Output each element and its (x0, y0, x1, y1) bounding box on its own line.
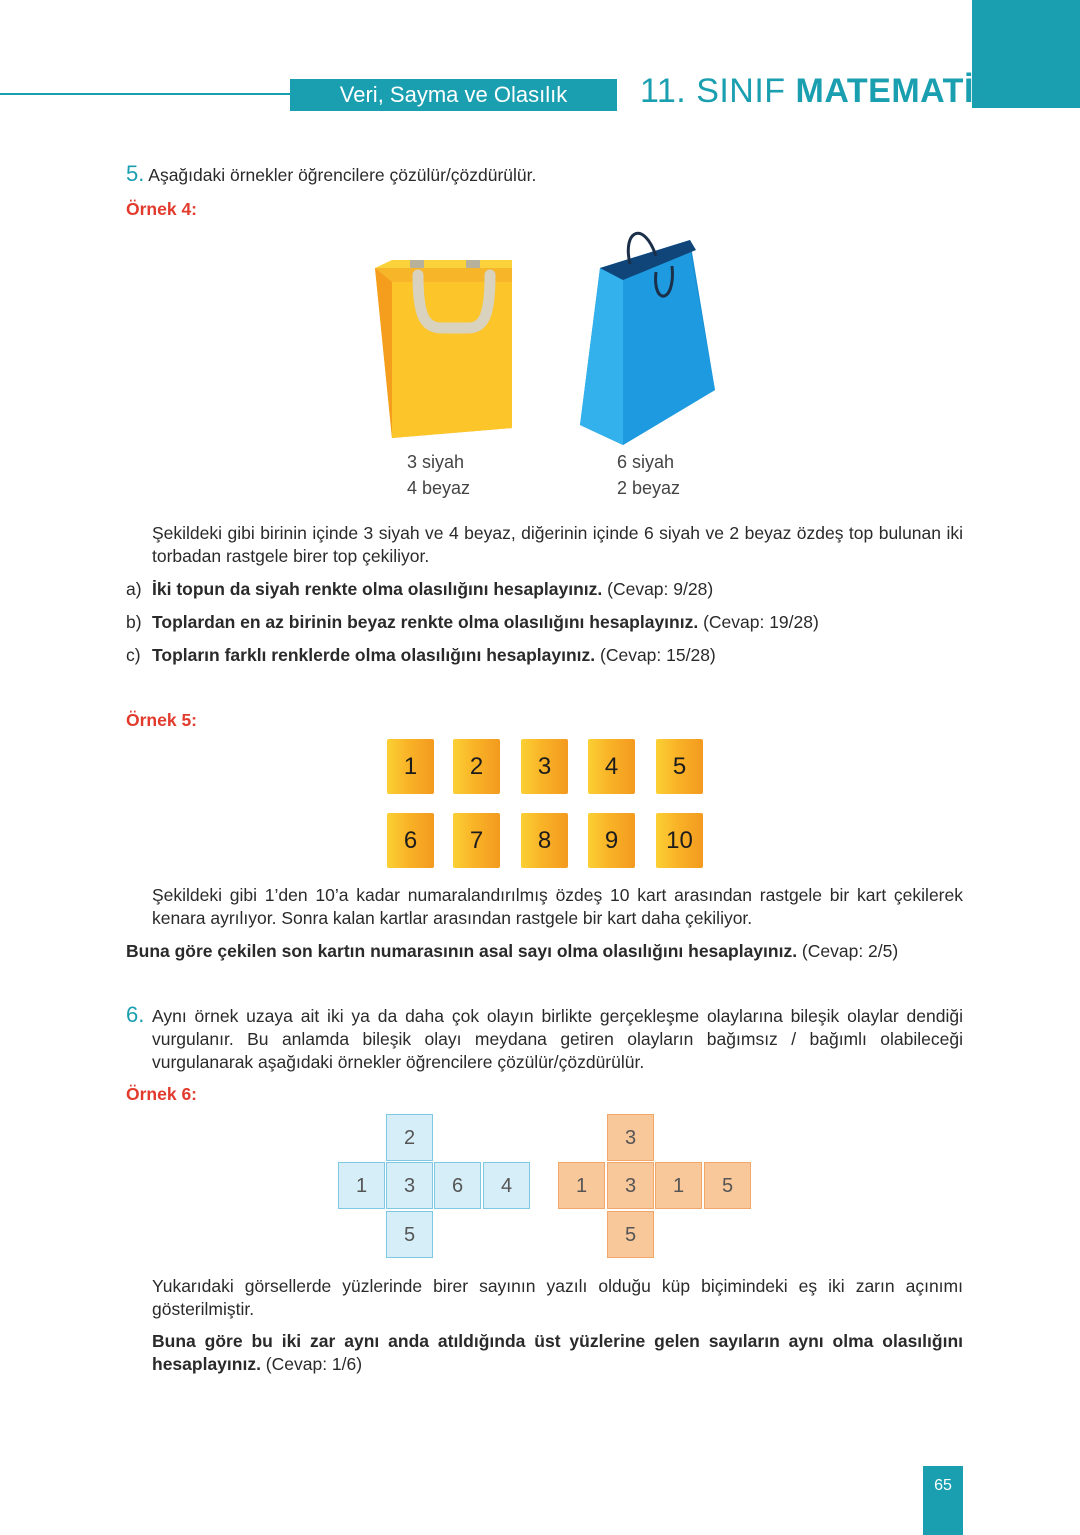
die-2-face-far-right: 5 (704, 1162, 751, 1209)
item-5-intro (126, 162, 536, 187)
die-1-face-far-right: 4 (483, 1162, 530, 1209)
number-card: 8 (521, 813, 568, 868)
example-4-title: Örnek 4: (126, 199, 197, 219)
item-6-intro: Aynı örnek uzaya ait iki ya da daha çok olayın birlikte gerçekleşme olaylarına bileşik olaylar dendiği vurgulanır. Bu anlamda bileşik olayı meydana getiren olayların bağımsız / bağımlı olabileceği vurgulanarak aşağıdaki örnekler öğrencilere çözülür/çözdürülür. (152, 1006, 963, 1072)
question-a-answer: (Cevap: 9/28) (602, 579, 714, 599)
example-5-title: Örnek 5: (126, 710, 197, 730)
bag-1-black-count: 3 siyah (407, 452, 465, 472)
die-2-face-top: 3 (607, 1114, 654, 1161)
question-c-text: Topların farklı renklerde olma olasılığını hesaplayınız. (152, 645, 596, 665)
example-6-title: Örnek 6: (126, 1084, 197, 1104)
question-b-answer: (Cevap: 19/28) (698, 612, 819, 632)
number-card: 9 (588, 813, 635, 868)
bags-illustration (360, 220, 740, 455)
example-5-answer: (Cevap: 2/5) (797, 941, 899, 961)
bag-2-white-count: 2 beyaz (617, 478, 681, 498)
question-a (126, 578, 713, 601)
die-1-face-top: 2 (386, 1114, 433, 1161)
subject-name: MATEMATİK (795, 72, 999, 110)
example-6-question (152, 1330, 963, 1376)
die-2-face-bottom: 5 (607, 1211, 654, 1258)
number-card: 2 (453, 739, 500, 794)
example-4-description: Şekildeki gibi birinin içinde 3 siyah ve 4 beyaz, diğerinin içinde 6 siyah ve 2 beyaz özdeş top bulunan iki torbadan rastgele birer top çekiliyor. (152, 523, 963, 566)
blue-bag-icon (580, 233, 715, 445)
question-c-answer: (Cevap: 15/28) (595, 645, 716, 665)
header-rule (0, 93, 290, 95)
number-card: 7 (453, 813, 500, 868)
item-5-number: 5. (126, 161, 145, 186)
question-a-label: a) (126, 579, 142, 599)
bag-2-label (617, 449, 680, 501)
bag-1-white-count: 4 beyaz (407, 478, 471, 498)
die-2-face-center: 3 (607, 1162, 654, 1209)
number-card: 4 (588, 739, 635, 794)
die-1-face-center: 3 (386, 1162, 433, 1209)
question-c (126, 644, 716, 667)
example-6-answer: (Cevap: 1/6) (260, 1354, 363, 1374)
die-1-face-right: 6 (434, 1162, 481, 1209)
number-card: 3 (521, 739, 568, 794)
bag-1-label (407, 449, 470, 501)
example-5-description: Şekildeki gibi 1’den 10’a kadar numaralandırılmış özdeş 10 kart arasından rastgele bir kart çekilerek kenara ayrılıyor. Sonra kalan kartlar arasından rastgele bir kart daha çekiliyor. (152, 885, 963, 928)
question-c-label: c) (126, 645, 141, 665)
example-5-question-text: Buna göre çekilen son kartın numarasının asal sayı olma olasılığını hesaplayınız. (126, 941, 798, 961)
grade-prefix: 11. SINIF (640, 72, 796, 110)
example-5-question (126, 940, 963, 963)
die-1-face-bottom: 5 (386, 1211, 433, 1258)
question-a-text: İki topun da siyah renkte olma olasılığını hesaplayınız. (152, 579, 603, 599)
question-b-label: b) (126, 612, 142, 632)
number-card: 6 (387, 813, 434, 868)
number-card: 1 (387, 739, 434, 794)
item-6-number: 6. (126, 1002, 145, 1027)
question-b-text: Toplardan en az birinin beyaz renkte olma olasılığını hesaplayınız. (152, 612, 699, 632)
example-6-description: Yukarıdaki görsellerde yüzlerinde birer sayının yazılı olduğu küp biçimindeki eş iki zarın açınımı gösterilmiştir. (152, 1276, 963, 1319)
item-5-intro-text: Aşağıdaki örnekler öğrencilere çözülür/çözdürülür. (148, 165, 537, 185)
number-card: 5 (656, 739, 703, 794)
example-6-question-text: Buna göre bu iki zar aynı anda atıldığında üst yüzlerine gelen sayıların aynı olma olasılığını hesaplayınız. (152, 1331, 963, 1374)
bag-2-black-count: 6 siyah (617, 452, 675, 472)
number-card: 10 (656, 813, 703, 868)
yellow-bag-icon (375, 260, 512, 438)
grade-subject-title (640, 72, 999, 111)
die-2-face-right: 1 (655, 1162, 702, 1209)
die-1-face-left: 1 (338, 1162, 385, 1209)
section-title: Veri, Sayma ve Olasılık (290, 79, 617, 111)
question-b (126, 611, 819, 634)
die-2-face-left: 1 (558, 1162, 605, 1209)
page-number: 65 (923, 1466, 963, 1535)
